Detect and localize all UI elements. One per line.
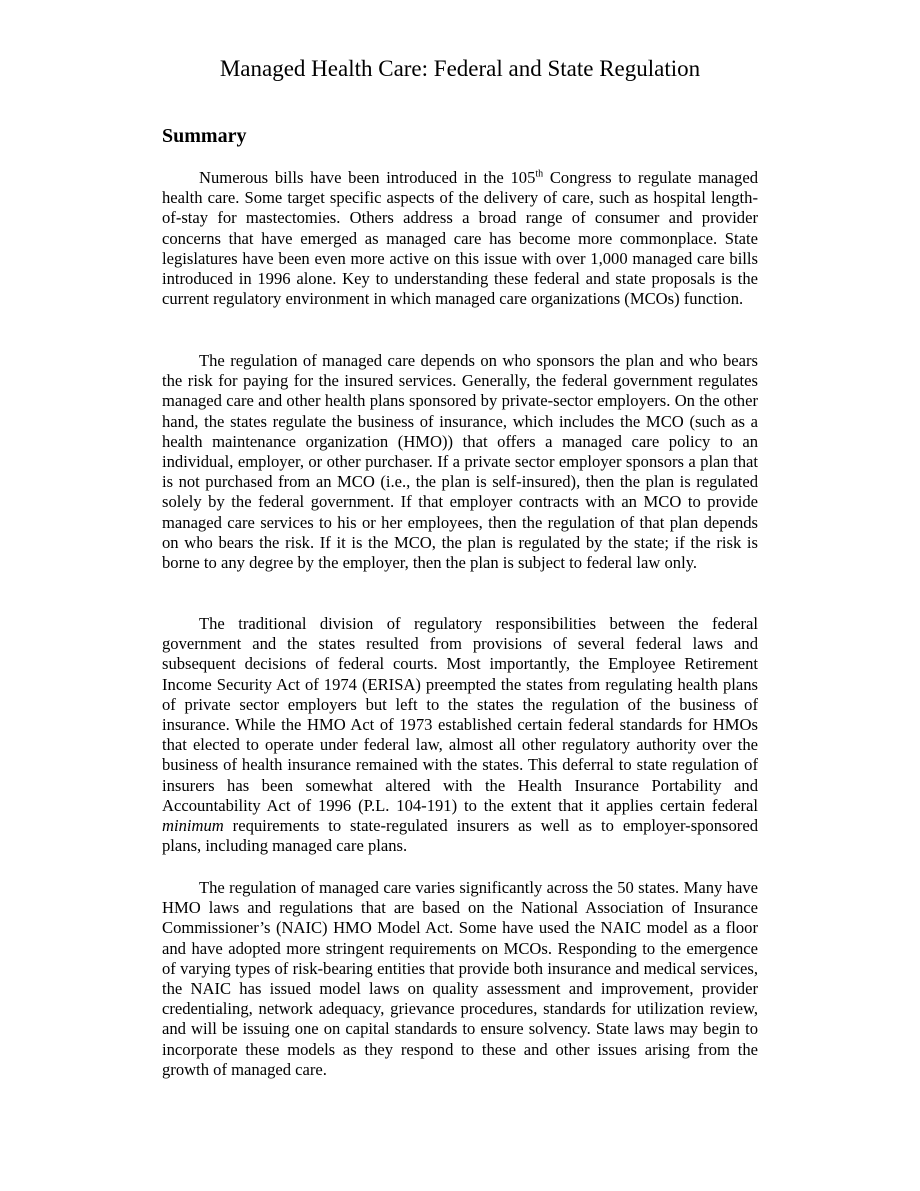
paragraph-3-text-a: The traditional division of regulatory responsibilities between the federal government and the states resulted from provisions of several federal laws and subsequent decisions of federal courts. Most importantly, the Employee Retirement Income Security Act of 1974 (ERISA) preempted the states from regulating health plans of private sector employers but left to the states the regulation of the business of insurance. While the HMO Act of 1973 established certain federal standards for HMOs that elected to operate under federal law, almost all other regulatory authority over the business of health insurance remained with the states. This deferral to state regulation of insurers has been somewhat altered with the Health Insurance Portability and Accountability Act of 1996 (P.L. 104-191) to the extent that it applies certain federal xyxy=(162,614,758,815)
paragraph-3-text-b: requirements to state-regulated insurers as well as to employer-sponsored plans, including managed care plans. xyxy=(162,816,758,856)
document-title: Managed Health Care: Federal and State Regulation xyxy=(219,56,701,81)
emphasis-minimum: minimum xyxy=(162,816,224,836)
paragraph-4: The regulation of managed care varies significantly across the 50 states. Many have HMO laws and regulations that are based on the National Association of Insurance Commissioner’s (NAIC) HMO Model Act. Some have used the NAIC model as a floor and have adopted more stringent requirements on MCOs. Responding to the emergence of varying types of risk-bearing entities that provide both insurance and medical services, the NAIC has issued model laws on quality assessment and improvement, provider credentialing, network adequacy, grievance procedures, standards for utilization review, and will be issuing one on capital standards to ensure solvency. State laws may begin to incorporate these models as they respond to these and other issues arising from the growth of managed care. xyxy=(162,878,758,1079)
paragraph-1 xyxy=(162,168,758,309)
section-heading-summary: Summary xyxy=(162,125,247,147)
paragraph-1-text-a: Numerous bills have been introduced in the 105 xyxy=(199,168,536,187)
ordinal-suffix: th xyxy=(535,168,544,180)
paragraph-1-text-b: Congress to regulate managed health care. Some target specific aspects of the delivery of care, such as hospital length-of-stay for mastectomies. Others address a broad range of consumer and provider concerns that have emerged as managed care has become more commonplace. State legislatures have been even more active on this issue with over 1,000 managed care bills introduced in 1996 alone. Key to understanding these federal and state proposals is the current regulatory environment in which managed care organizations (MCOs) function. xyxy=(162,168,758,309)
paragraph-2: The regulation of managed care depends on who sponsors the plan and who bears the risk for paying for the insured services. Generally, the federal government regulates managed care and other health plans sponsored by private-sector employers. On the other hand, the states regulate the business of insurance, which includes the MCO (such as a health maintenance organization (HMO)) that offers a managed care policy to an individual, employer, or other purchaser. If a private sector employer sponsors a plan that is not purchased from an MCO (i.e., the plan is self-insured), then the plan is regulated solely by the federal government. If that employer contracts with an MCO to provide managed care services to his or her employees, then the regulation of that plan depends on who bears the risk. If it is the MCO, the plan is regulated by the state; if the risk is borne to any degree by the employer, then the plan is subject to federal law only. xyxy=(162,351,758,573)
paragraph-3 xyxy=(162,614,758,856)
